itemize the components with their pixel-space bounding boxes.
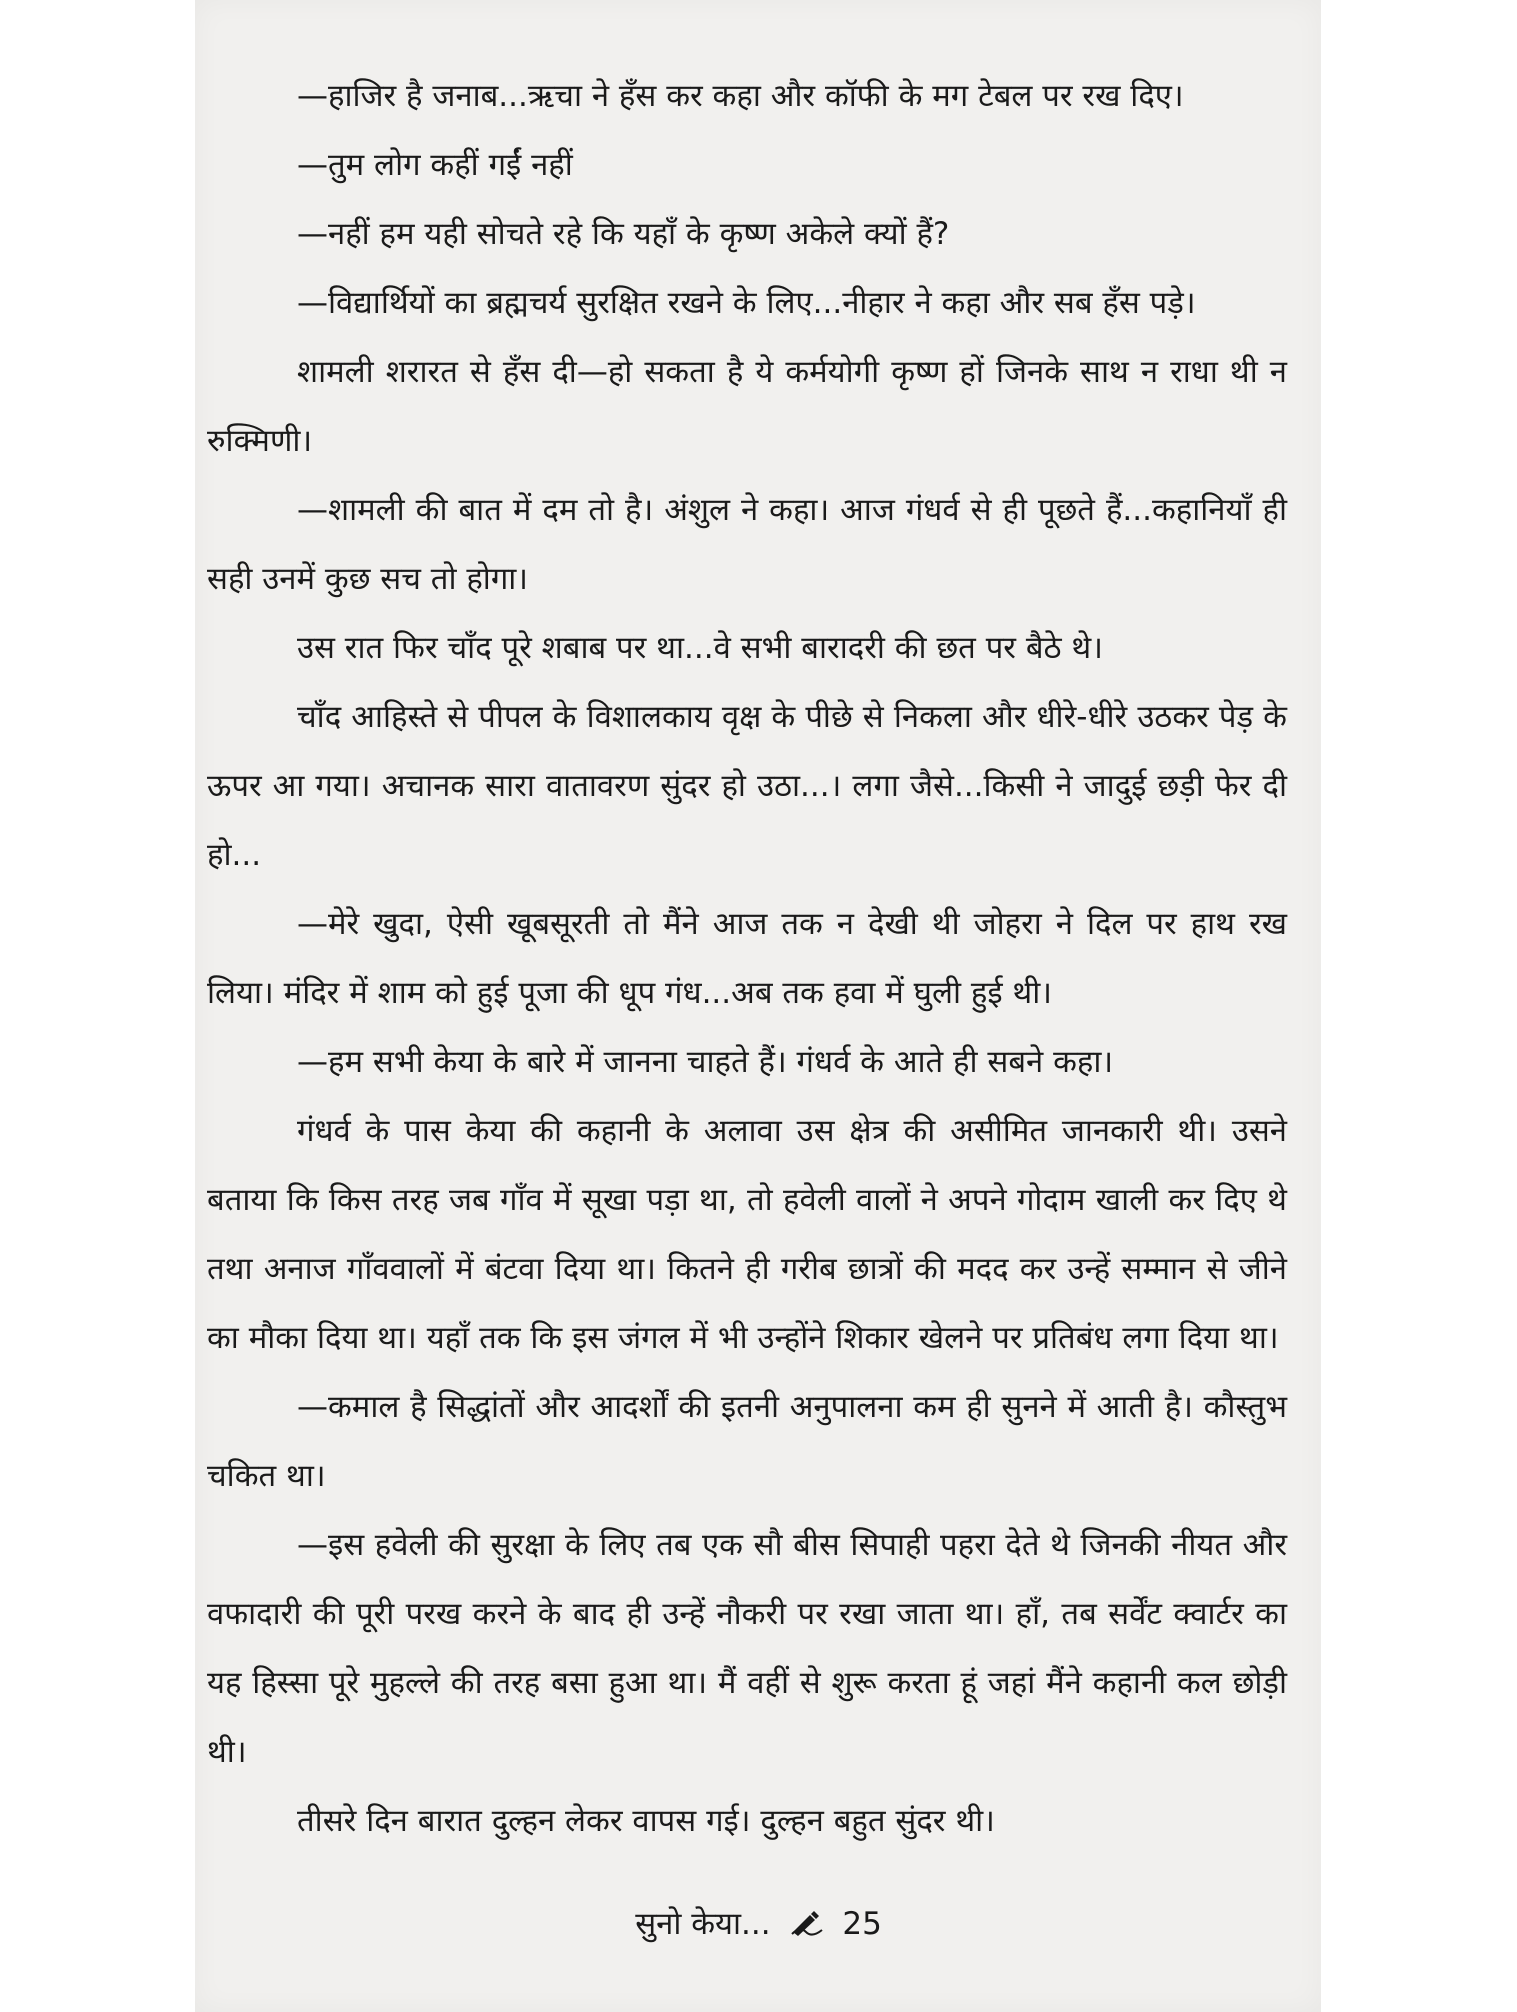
paragraph: शामली शरारत से हँस दी—हो सकता है ये कर्मयोगी कृष्ण हों जिनके साथ न राधा थी न रुक्मिणी। [207,354,1287,459]
paragraph: —हम सभी केया के बारे में जानना चाहते हैं। गंधर्व के आते ही सबने कहा। [297,1044,1114,1080]
paragraph: तीसरे दिन बारात दुल्हन लेकर वापस गई। दुल्हन बहुत सुंदर थी। [297,1803,995,1839]
paragraph: —कमाल है सिद्धांतों और आदर्शों की इतनी अनुपालना कम ही सुनने में आती है। कौस्तुभ चकित था। [207,1389,1287,1494]
book-title: सुनो केया... [635,1906,771,1942]
paragraph: —मेरे खुदा, ऐसी खूबसूरती तो मैंने आज तक न देखी थी जोहरा ने दिल पर हाथ रख लिया। मंदिर में शाम को हुई पूजा की धूप गंध...अब तक हवा में घुली हुई थी। [207,906,1287,1011]
paragraph: —शामली की बात में दम तो है। अंशुल ने कहा। आज गंधर्व से ही पूछते हैं...कहानियाँ ही सही उनमें कुछ सच तो होगा। [207,492,1287,597]
page-number: 25 [842,1906,882,1942]
paragraph: —हाजिर है जनाब...ऋचा ने हँस कर कहा और कॉफी के मग टेबल पर रख दिए। [297,78,1184,114]
pen-writing-icon [790,1908,824,1944]
paragraph: चाँद आहिस्ते से पीपल के विशालकाय वृक्ष के पीछे से निकला और धीरे-धीरे उठकर पेड़ के ऊपर आ गया। अचानक सारा वातावरण सुंदर हो उठा...। लगा जैसे...किसी ने जादुई छड़ी फेर दी हो... [207,699,1287,873]
paragraph: —नहीं हम यही सोचते रहे कि यहाँ के कृष्ण अकेले क्यों हैं? [297,216,950,252]
paragraph: उस रात फिर चाँद पूरे शबाब पर था...वे सभी बारादरी की छत पर बैठे थे। [297,630,1103,666]
paragraph: —विद्यार्थियों का ब्रह्मचर्य सुरक्षित रखने के लिए...नीहार ने कहा और सब हँस पड़े। [297,285,1196,321]
paragraph: —इस हवेली की सुरक्षा के लिए तब एक सौ बीस सिपाही पहरा देते थे जिनकी नीयत और वफादारी की पूरी परख करने के बाद ही उन्हें नौकरी पर रखा जाता था। हाँ, तब सर्वेंट क्वार्टर का यह हिस्सा पूरे मुहल्ले की तरह बसा हुआ था। मैं वहीं से शुरू करता हूं जहां मैंने कहानी कल छोड़ी थी। [207,1527,1287,1770]
paragraph: गंधर्व के पास केया की कहानी के अलावा उस क्षेत्र की असीमित जानकारी थी। उसने बताया कि किस तरह जब गाँव में सूखा पड़ा था, तो हवेली वालों ने अपने गोदाम खाली कर दिए थे तथा अनाज गाँववालों में बंटवा दिया था। कितने ही गरीब छात्रों की मदद कर उन्हें सम्मान से जीने का मौका दिया था। यहाँ तक कि इस जंगल में भी उन्होंने शिकार खेलने पर प्रतिबंध लगा दिया था। [207,1113,1287,1356]
body-text [207,62,1287,1856]
paragraph: —तुम लोग कहीं गईं नहीं [297,147,573,183]
page-footer [0,1902,1517,1944]
